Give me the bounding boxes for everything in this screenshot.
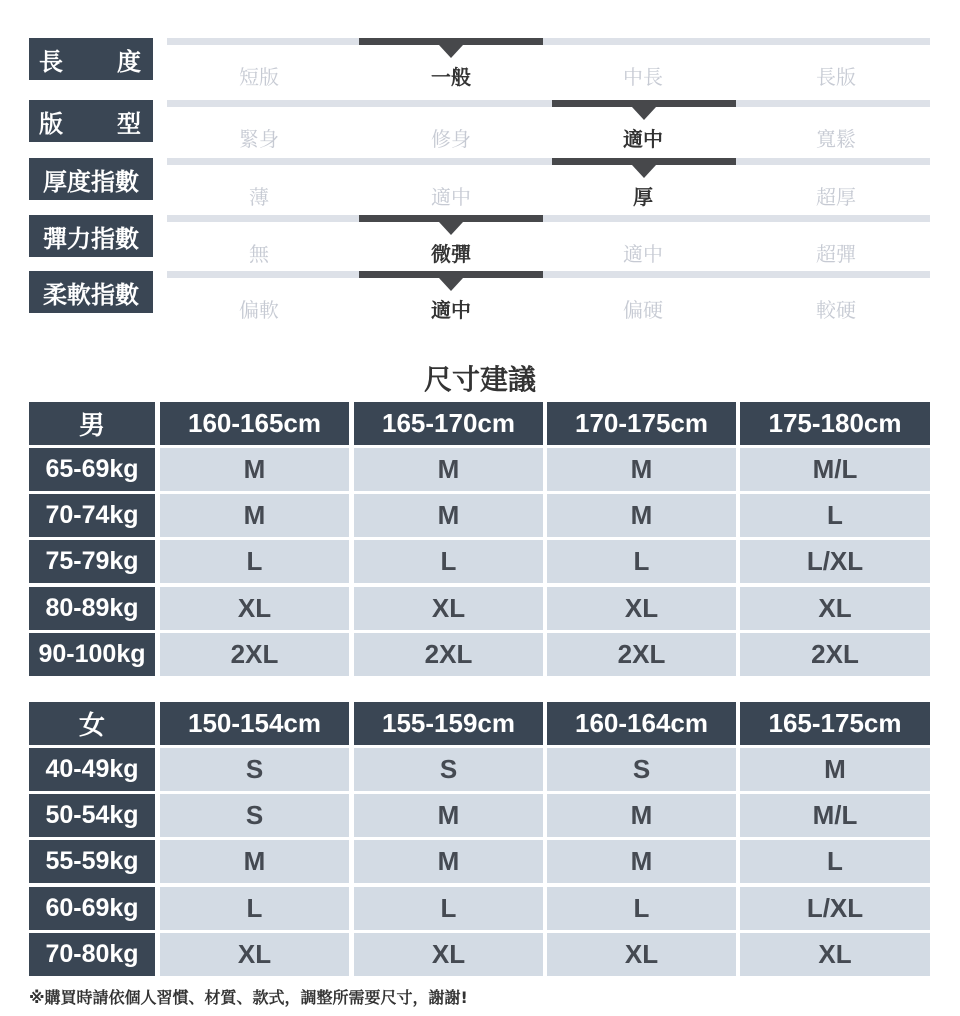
size-cell: M/L [740,448,930,491]
attr-option: 適中 [623,242,663,266]
attr-label-char: 版 [39,109,63,138]
height-header: 160-165cm [160,402,349,445]
attr-option: 偏軟 [239,298,279,322]
attr-option: 厚 [633,185,653,209]
weight-label: 70-74kg [29,494,155,537]
attr-label [29,38,153,80]
size-cell: XL [160,587,349,630]
size-cell: M [354,494,543,537]
weight-label: 50-54kg [29,794,155,837]
size-section-title: 尺寸建議 [423,363,536,396]
attr-label: 柔軟指數 [29,271,153,313]
size-cell: M [547,794,736,837]
size-cell: M [160,494,349,537]
attr-option: 短版 [239,65,279,89]
attr-option: 偏硬 [623,298,663,322]
attr-scale-indicator [359,38,543,45]
size-cell: M/L [740,794,930,837]
size-cell: M [740,748,930,791]
attr-scale-indicator [552,158,736,165]
size-cell: L [354,887,543,930]
size-cell: M [160,840,349,883]
size-cell: M [547,448,736,491]
size-cell: L [547,540,736,583]
size-cell: M [160,448,349,491]
footnote: ※購買時請依個人習慣、材質、款式，調整所需要尺寸，謝謝! [29,988,468,1007]
size-cell: L [740,494,930,537]
attr-scale-indicator [359,271,543,278]
weight-label: 80-89kg [29,587,155,630]
attr-scale-track [167,100,930,107]
size-cell: S [160,748,349,791]
attr-label-char: 型 [117,109,141,138]
weight-label: 65-69kg [29,448,155,491]
attr-row-elasticity [29,215,930,266]
attr-label-char: 長 [39,47,63,76]
attr-scale-indicator [552,100,736,107]
attr-option: 長版 [816,65,856,89]
gender-label: 女 [29,702,155,745]
height-header: 155-159cm [354,702,543,745]
size-cell: M [547,494,736,537]
weight-label: 60-69kg [29,887,155,930]
attr-option: 較硬 [816,298,856,322]
attr-label: 彈力指數 [29,215,153,257]
size-cell: XL [160,933,349,976]
size-cell: L [740,840,930,883]
size-cell: XL [547,587,736,630]
size-cell: S [354,748,543,791]
attr-option: 無 [249,242,269,266]
attr-row-length [29,38,930,89]
size-cell: L [160,540,349,583]
attr-option: 適中 [431,298,471,322]
weight-label: 75-79kg [29,540,155,583]
attr-label [29,100,153,142]
attr-scale-track [167,271,930,278]
height-header: 165-175cm [740,702,930,745]
size-cell: L/XL [740,540,930,583]
height-header: 165-170cm [354,402,543,445]
height-header: 175-180cm [740,402,930,445]
gender-label: 男 [29,402,155,445]
attr-label: 厚度指數 [29,158,153,200]
size-cell: M [354,448,543,491]
size-cell: 2XL [160,633,349,676]
attr-row-softness [29,271,930,322]
size-cell: 2XL [740,633,930,676]
attr-option: 超彈 [816,242,856,266]
size-cell: XL [547,933,736,976]
attr-option: 微彈 [431,242,471,266]
attr-option: 修身 [431,127,471,151]
size-cell: L [547,887,736,930]
attr-option: 寬鬆 [816,127,856,151]
attr-scale-track [167,158,930,165]
attr-option: 適中 [431,185,471,209]
attr-label-char: 度 [117,47,141,76]
height-header: 160-164cm [547,702,736,745]
weight-label: 90-100kg [29,633,155,676]
size-cell: L [160,887,349,930]
size-cell: XL [740,587,930,630]
height-header: 150-154cm [160,702,349,745]
attr-option: 薄 [249,185,269,209]
height-header: 170-175cm [547,402,736,445]
attr-option: 適中 [623,127,663,151]
size-cell: M [547,840,736,883]
attr-scale-track [167,215,930,222]
size-cell: 2XL [354,633,543,676]
weight-label: 70-80kg [29,933,155,976]
size-cell: 2XL [547,633,736,676]
size-cell: L [354,540,543,583]
size-cell: L/XL [740,887,930,930]
weight-label: 55-59kg [29,840,155,883]
size-cell: XL [354,587,543,630]
size-cell: M [354,840,543,883]
size-cell: S [547,748,736,791]
attr-scale-indicator [359,215,543,222]
attr-scale-track [167,38,930,45]
attr-row-thickness [29,158,930,209]
attr-row-fit [29,100,930,151]
attr-option: 中長 [623,65,663,89]
attr-option: 超厚 [816,185,856,209]
weight-label: 40-49kg [29,748,155,791]
size-cell: M [354,794,543,837]
size-cell: XL [354,933,543,976]
attr-option: 一般 [431,65,471,89]
size-cell: S [160,794,349,837]
size-cell: XL [740,933,930,976]
attr-option: 緊身 [239,127,279,151]
